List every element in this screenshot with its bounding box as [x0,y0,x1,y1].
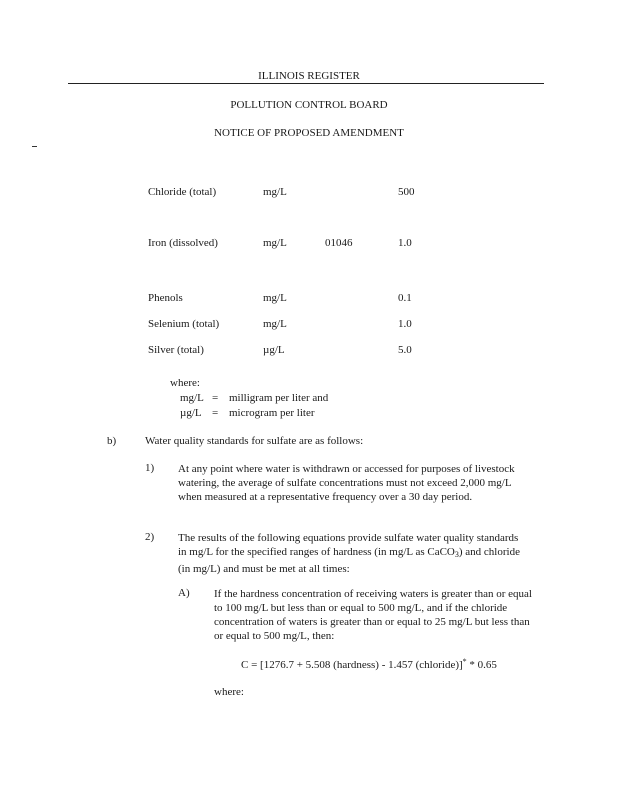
item-2-label: 2) [145,531,155,543]
standard-value: 1.0 [398,237,412,249]
unit: mg/L [263,237,287,249]
standard-value: 0.1 [398,292,412,304]
formula-where-label: where: [214,686,244,698]
notice-title: NOTICE OF PROPOSED AMENDMENT [214,127,404,139]
co3-subscript: 3 [454,550,459,559]
definition-meaning: milligram per liter and [229,392,329,404]
equals-sign: = [212,407,219,419]
constituent-name: Silver (total) [148,344,204,356]
constituent-name: Iron (dissolved) [148,237,218,249]
constituent-name: Phenols [148,292,183,304]
item-2-text [178,531,523,576]
unit: µg/L [263,344,285,356]
definition-meaning: microgram per liter [229,407,315,419]
sulfate-formula [241,657,497,671]
formula-tail: * 0.65 [466,659,497,671]
constituent-name: Chloride (total) [148,186,217,198]
board-title: POLLUTION CONTROL BOARD [230,99,388,111]
constituent-name: Selenium (total) [148,318,220,330]
margin-mark [32,146,37,147]
definition-term: mg/L [180,392,204,404]
unit: mg/L [263,292,287,304]
formula-superscript: * [462,657,467,666]
standard-value: 1.0 [398,318,412,330]
definition-term: µg/L [180,407,202,419]
unit: mg/L [263,186,287,198]
item-2-text-part: ) and chloride (in mg/L) and must be met at all times: [178,546,520,575]
section-b-text: Water quality standards for sulfate are as follows: [145,435,364,447]
standard-value: 500 [398,186,415,198]
standard-value: 5.0 [398,344,412,356]
subitem-a-label: A) [178,587,190,599]
subitem-a-text: If the hardness concentration of receiving waters is greater than or equal to 100 mg/L but less than or equal to 500 mg/L, and if the chloride concentration of waters is greater than or equal to 25 mg/L but less than or equal to 500 mg/L, then: [214,588,532,642]
storet-code: 01046 [325,237,353,249]
item-2-text-part: The results of the following equations provide sulfate water quality standards in mg/L for the specified ranges of hardness (in mg/L as CaCO [178,532,519,558]
section-b-label: b) [107,435,117,447]
item-1-label: 1) [145,462,155,474]
where-label: where: [170,377,200,389]
register-title: ILLINOIS REGISTER [258,70,360,82]
formula-main: C = [1276.7 + 5.508 (hardness) - 1.457 (chloride)] [241,659,463,671]
unit: mg/L [263,318,287,330]
item-1-text: At any point where water is withdrawn or accessed for purposes of livestock watering, the average of sulfate concentrations must not exceed 2,000 mg/L when measured at a representative frequency over a 30 day period. [178,463,515,503]
header-rule [68,83,544,84]
equals-sign: = [212,392,219,404]
